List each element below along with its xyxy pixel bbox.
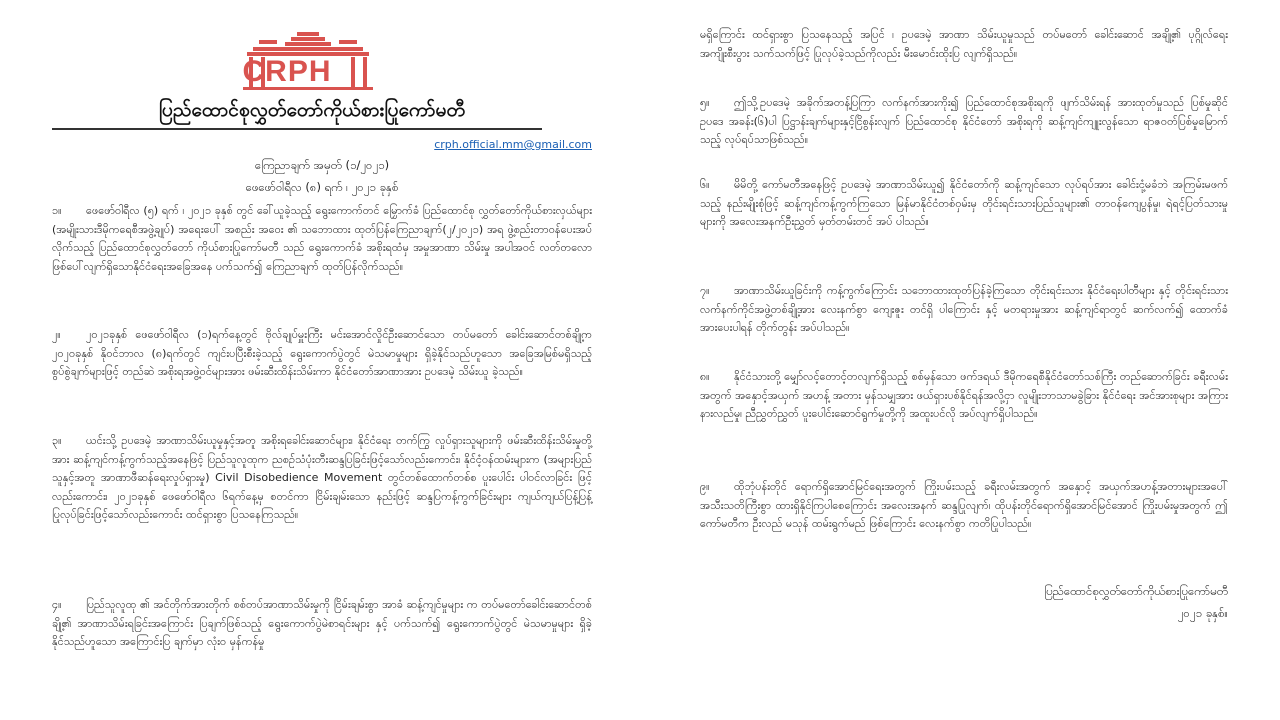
paragraph-number: ၆။: [700, 178, 710, 191]
notice-date: ဖေဖော်ဝါရီလ (၈) ရက် ၊ ၂၀၂၁ ခုနှစ်: [245, 180, 399, 194]
header-divider: [52, 128, 542, 130]
paragraph-number: ၇။: [700, 284, 710, 297]
paragraph-text: ဤသို့ဥပဒေမဲ့ အခိုက်အတန့်ပြကြာ လက်နက်အားကိုး၍ ပြည်ထောင်စုအစိုးရကို ဖျက်သိမ်းရန် အားထုတ်မှုသည် ပြစ်မှုဆိုင် ဥပဒေ အခန်း(၆)ပါ ပြဋ္ဌာန်းချက်များနှင့်ငြိစွန်းလျက် ပြည်ထောင်စု နိုင်ငံတော် အစိုးရကို ဆန့်ကျင်ကျူးလွန်သော ရာဇဝတ်ပြစ်မှုမြောက်သည့် လုပ်ရပ်သာဖြစ်သည်။: [700, 96, 1228, 147]
paragraph-text: နိုင်ငံသားတို့ မျှော်လင့်တောင့်တလျက်ရှိသည့် စစ်မှန်သော ဖက်ဒရယ် ဒီမိုကရေစီနိုင်ငံတော်သစ်ကြီး တည်ဆောက်ခြင်း ခရီးလမ်းအတွက် အနှောင့်အယှက် အဟန့် အတား မှန်သမျှအား ဖယ်ရှားပစ်နိုင်ရန်အလို့ငှာ လူမျိုးဘာသာမခွဲခြား နိုင်ငံရေး အင်အားစုများ အကြား နားလည်မှု၊ ညီညွှတ်ညွှတ် ပူးပေါင်းဆောင်ရွက်မှုတို့ကို အထူးပင်လို အပ်လျက်ရှိပါသည်။: [700, 370, 1228, 421]
logo-wordmark: CRPH: [242, 55, 332, 88]
paragraph-text: ဖေဖော်ဝါရီလ (၅) ရက် ၊ ၂၀၂၁ ခုနှစ် တွင် ခေါ်ယူခဲ့သည့် ရွေးကောက်တင် မြှောက်ခံ ပြည်ထောင်စု လွှတ်တော်ကိုယ်စားလှယ်များ (အမျိုးသားဒီမိုကရေစီအဖွဲ့ချုပ်) အရေးပေါ် အစည်း အဝေး ၏ သဘောထား ထုတ်ပြန်ကြေညာချက်(၂/၂၀၂၁) အရ ဖွဲ့စည်းတာဝန်ပေးအပ်လိုက်သည့် ပြည်ထောင်စုလွှတ်တော် ကိုယ်စားပြုကော်မတီ သည် ရွေးကောက်ခံ အစိုးရထံမှ အမှုအာဏာ သိမ်းမှု အပါအဝင် လတ်တလော ဖြစ်ပေါ်လျက်ရှိသောနိုင်ငံရေးအခြေအနေ ပက်သက်၍ ကြေညာချက် ထုတ်ပြန်လိုက်သည်။: [52, 204, 592, 273]
paragraph-text: ပြည်သူလူထု ၏ အင်တိုက်အားတိုက် စစ်တပ်အာဏာသိမ်းမှုကို ငြိမ်းချမ်းစွာ အာခံ ဆန့်ကျင်မှုများ က တပ်မတော်ခေါင်းဆောင်တစ်ချို့၏ အာဏာသိမ်းရခြင်းအကြောင်း ပြချက်ဖြစ်သည့် ရွေးကောက်ပွဲမဲစာရင်းများ နှင့် ပက်သက်၍ ရွေးကောက်ပွဲတွင် မဲသမာမှုများ ရှိခဲ့နိုင်သည်ဟူသော အကြောင်းပြ ချက်မှာ လုံးဝ မှန်ကန်မှု: [52, 598, 592, 649]
paragraph-number: ၉။: [700, 480, 710, 493]
paragraph-text: ထိုဘုံပန်းတိုင် ရောက်ရှိအောင်မြင်ရေးအတွက် ကြိုးပမ်းသည့် ခရီးလမ်းအတွက် အနှောင့် အယှက်အဟန့်အတားများအပေါ် အသီးသတိကြီးစွာ ထားရှိနိုင်ကြပါစေကြောင်း အလေးအနက် ဆန္ဒပြုလျက်၊ ထိုပန်းတိုင်ရောက်ရှိအောင်မြင်အောင် ကြိုးပမ်းမှုအတွက် ဤကော်မတီက ဦးလည် မသုန် ထမ်းရွက်မည် ဖြစ်ကြောင်း လေးနက်စွာ ကတိပြုပါသည်။: [700, 480, 1228, 531]
signature-org: ပြည်ထောင်စုလွှတ်တော်ကိုယ်စားပြုကော်မတီ: [1044, 584, 1228, 598]
paragraph-8: [700, 368, 1228, 424]
paragraph-text: ယင်းသို့ ဥပဒေမဲ့ အာဏာသိမ်းယူမှုနှင့်အတူ အစိုးရခေါင်းဆောင်များ၊ နိုင်ငံရေး တက်ကြွ လှုပ်ရှားသူများကို ဖမ်းဆီးထိန်းသိမ်းမှုတို့အား ဆန့်ကျင်ကန့်ကွက်သည့်အနေဖြင့် ပြည်သူလူထုက ညစဉ်သံပုံးတီးဆန္ဒပြခြင်းဖြင့်သော်လည်းကောင်း၊ နိုင်ငံ့ဝန်ထမ်းများက (အများပြည်သူနှင့်အတူ အာဏာဖီဆန်ရေးလှုပ်ရှားမှု) Civil Disobedience Movement တွင်တစ်ထောက်တစ်စ ပူးပေါင်း ပါဝင်လာခြင်း ဖြင့် လည်းကောင်း၊ ၂၀၂၁ခုနှစ် ဖေဖော်ဝါရီလ ၆ရက်နေ့မှ စတင်ကာ ငြိမ်းချမ်းသော နည်းဖြင့် ဆန္ဒပြကန့်ကွက်ခြင်းများ ကျယ်ကျယ်ပြန့်ပြန့် ပြုလုပ်ခြင်းဖြင့်သော်လည်းကောင်း ထင်ရှားစွာ ပြသနေကြသည်။: [52, 434, 592, 522]
paragraph-text: မိမိတို့ ကော်မတီအနေဖြင့် ဥပဒေမဲ့ အာဏာသိမ်းယူ၍ နိုင်ငံတော်ကို ဆန့်ကျင်သော လုပ်ရပ်အား ခေါင်းငုံ့မခံဘဲ အကြမ်းမဖက်သည့် နည်းမျိုးစုံဖြင့် ဆန့်ကျင်ကန့်ကွက်ကြသော မြန်မာနိုင်ငံတစ်ဝှမ်းမှ တိုင်းရင်းသားပြည်သူများ၏ တာဝန်ကျေပွန်မှု၊ ရဲရင့်ပြတ်သားမှုများကို အလေးအနက်ဦးညွှတ် မှတ်တမ်းတင် အပ် ပါသည်။: [700, 178, 1228, 229]
paragraph-7: [700, 282, 1228, 338]
paragraph-number: ၈။: [700, 370, 710, 383]
notice-reference: ကြေညာချက် အမှတ် (၁/၂၀၂၁): [254, 158, 390, 172]
paragraph-text: ၂၀၂၁ခုနှစ် ဖေဖော်ဝါရီလ (၁)ရက်နေ့တွင် ဗိုလ်ချုပ်မှူးကြီး မင်းအောင်လှိုင်ဦးဆောင်သော တပ်မတော် ခေါင်းဆောင်တစ်ချို့က ၂၀၂၀ခုနှစ် နိုဝင်ဘာလ (၈)ရက်တွင် ကျင်းပပြီးစီးခဲ့သည့် ရွေးကောက်ပွဲတွင် မဲသမာမှုများ ရှိခဲ့နိုင်သည်ဟူသော အခြေအမြစ်မရှိသည့် စွပ်စွဲချက်များဖြင့် တည်ဆဲ အစိုးရအဖွဲ့ဝင်များအား ဖမ်းဆီးထိန်းသိမ်းကာ နိုင်ငံတော်အာဏာအား ဥပဒေမဲ့ သိမ်းယူ ခဲ့သည်။: [52, 328, 592, 379]
paragraph-1: [52, 202, 592, 276]
paragraph-number: ၂။: [52, 328, 61, 341]
paragraph-number: ၄။: [52, 598, 62, 611]
paragraph-5: [700, 94, 1228, 150]
org-name: ပြည်ထောင်စုလွှတ်တော်ကိုယ်စားပြုကော်မတီ: [158, 99, 466, 121]
paragraph-number: ၁။: [52, 204, 62, 217]
paragraph-text: အာဏာသိမ်းယူခြင်းကို ကန့်ကွက်ကြောင်း သဘောထားထုတ်ပြန်ခဲ့ကြသော တိုင်းရင်းသား နိုင်ငံရေးပါတီများ နှင့် တိုင်းရင်းသားလက်နက်ကိုင်အဖွဲ့တစ်ချို့အား လေးနက်စွာ ကျေးဇူး တင်ရှိ ပါကြောင်း နှင့် မတရားမှုအား ဆန့်ကျင်ရာတွင် ဆက်လက်၍ ထောက်ခံအားပေးပါရန် တိုက်တွန်း အပ်ပါသည်။: [700, 284, 1228, 335]
signature-block: [1044, 580, 1228, 624]
paragraph-text: မရှိကြောင်း ထင်ရှားစွာ ပြသနေသည့် အပြင် ၊ ဥပဒေမဲ့ အာဏာ သိမ်းယူမှုသည် တပ်မတော် ခေါင်းဆောင် အချို့၏ ပုဂ္ဂိုလ်ရေးအကျိုးစီးပွား သက်သက်ဖြင့် ပြုလုပ်ခဲ့သည်ကိုလည်း မီးမောင်းထိုးပြ လျက်ရှိသည်။: [700, 28, 1228, 60]
paragraph-number: ၅။: [700, 96, 710, 109]
paragraph-4-continued: [700, 26, 1228, 63]
contact-email-link[interactable]: crph.official.mm@gmail.com: [434, 138, 592, 151]
signature-year: ၂၀၂၁ ခုနှစ်။: [1177, 606, 1228, 620]
paragraph-9: [700, 478, 1228, 534]
paragraph-4: [52, 596, 592, 652]
paragraph-2: [52, 326, 592, 382]
paragraph-number: ၃။: [52, 434, 62, 447]
paragraph-3: [52, 432, 592, 525]
paragraph-6: [700, 176, 1228, 232]
